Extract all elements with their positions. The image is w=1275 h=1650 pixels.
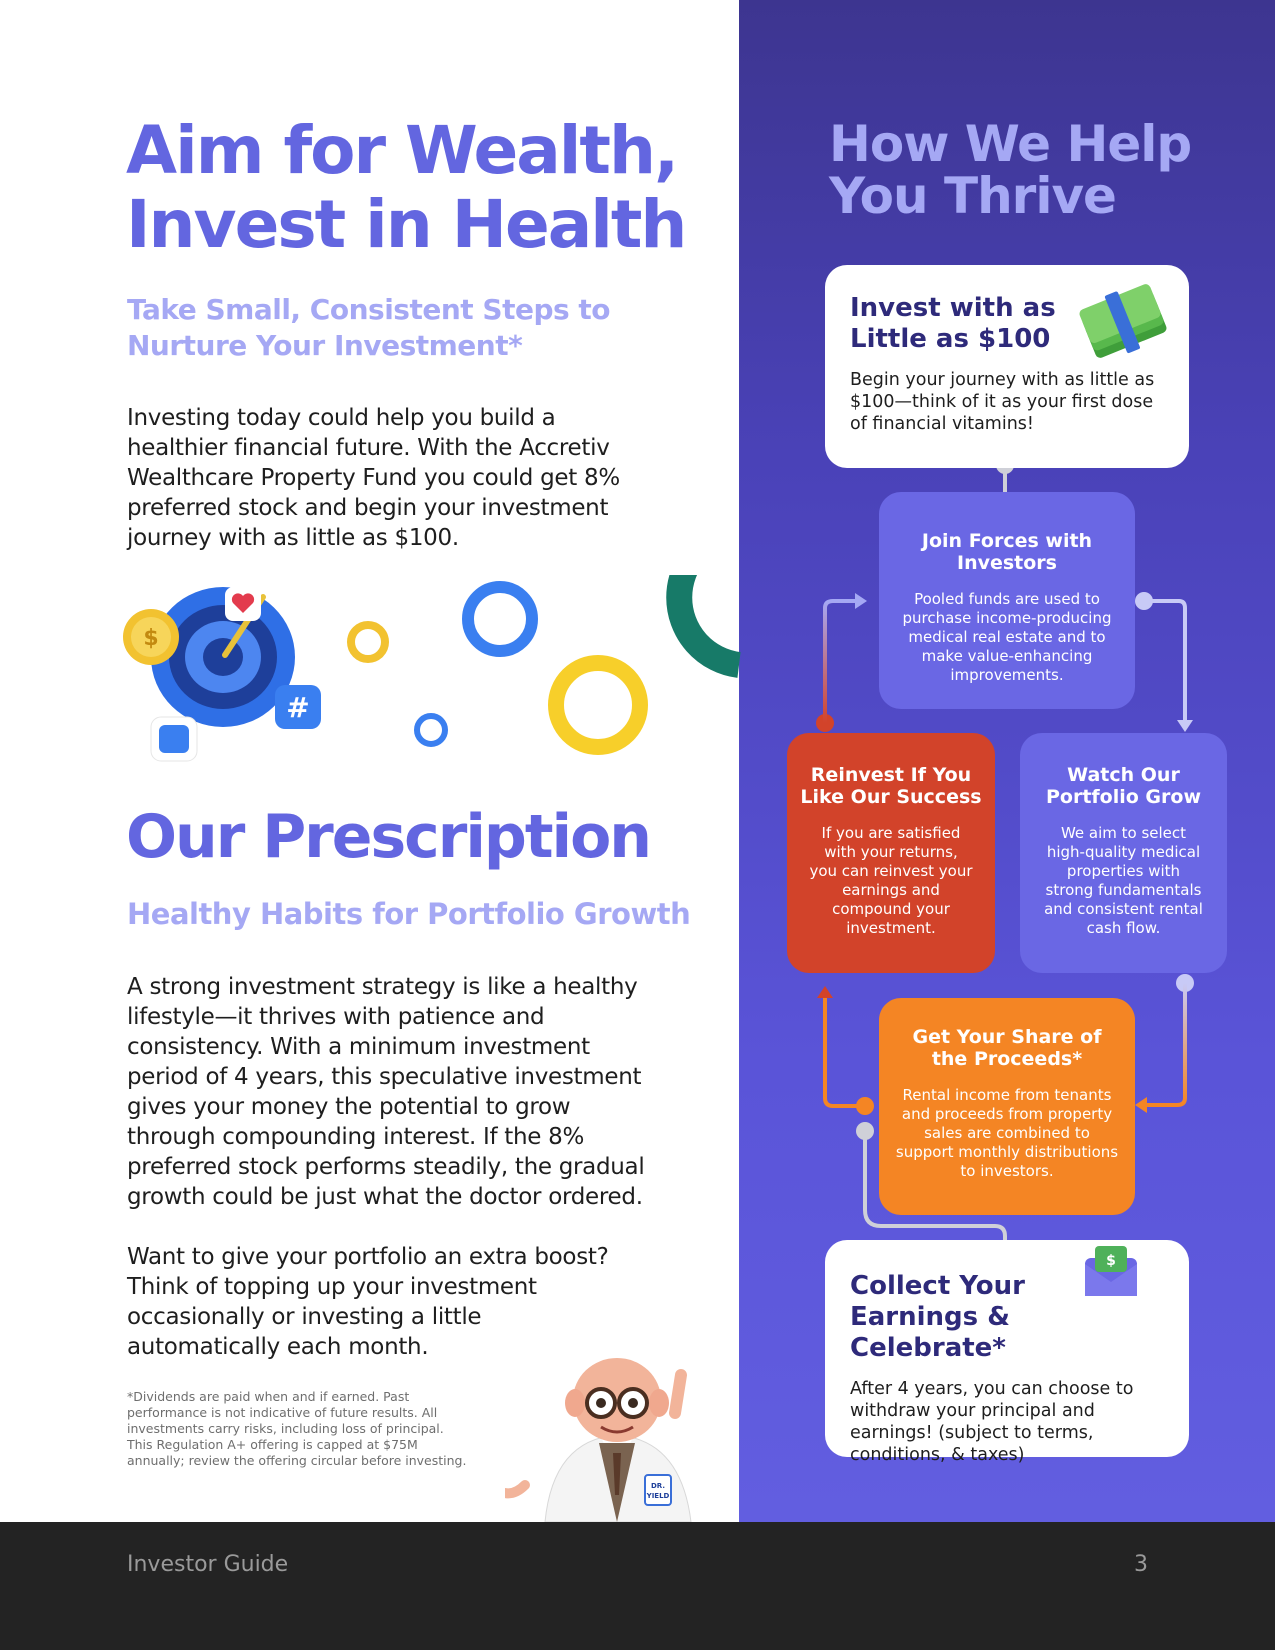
disclaimer [127, 1389, 507, 1469]
target-icon [151, 587, 295, 727]
text-line: preferred stock performs steadily, the gradual [127, 1154, 645, 1180]
title-line: Get Your Share of [912, 1026, 1102, 1048]
strategy-paragraph [127, 972, 644, 1212]
title-line: Portfolio Grow [1045, 786, 1201, 808]
step-card-invest [825, 265, 1189, 468]
text-line: compound your [832, 900, 950, 918]
dollar-coin-icon [123, 609, 179, 665]
cash-stack-icon [1077, 281, 1169, 361]
main-heading-line: Invest in Health [126, 186, 686, 263]
step-card-reinvest [787, 733, 995, 973]
text-line: automatically each month. [127, 1334, 429, 1360]
ring-shape [351, 625, 385, 659]
prescription-heading: Our Prescription [126, 802, 651, 872]
text-line: consistency. With a minimum investment [127, 1034, 590, 1060]
main-heading [126, 114, 685, 262]
text-line: support monthly distributions [895, 1143, 1119, 1161]
title-line: Collect Your [850, 1271, 1025, 1301]
disclaimer-line: performance is not indicative of future results. All [127, 1405, 438, 1420]
title-line: Little as $100 [850, 324, 1051, 354]
disclaimer-line: *Dividends are paid when and if earned. Past [127, 1389, 410, 1404]
text-line: you can reinvest your [809, 862, 973, 880]
intro-paragraph [127, 403, 620, 553]
footer-label: Investor Guide [127, 1552, 289, 1577]
text-line: properties with [1066, 862, 1181, 880]
text-line: preferred stock and begin your investment [127, 495, 609, 521]
text-line: earnings and [842, 881, 940, 899]
title-line: Watch Our [1067, 764, 1180, 786]
step-card-collect [825, 1240, 1189, 1465]
text-line: After 4 years, you can choose to [850, 1379, 1134, 1399]
text-line: growth could be just what the doctor ordered. [127, 1184, 643, 1210]
title-line: Like Our Success [800, 786, 982, 808]
text-line: period of 4 years, this speculative investment [127, 1064, 642, 1090]
title-line: Join Forces with [921, 530, 1093, 552]
main-heading-line: Aim for Wealth, [126, 112, 678, 189]
text-line: $100—think of it as your first dose [850, 392, 1154, 412]
step-card-join-forces [879, 492, 1135, 709]
title-line: Invest with as [850, 293, 1056, 323]
step-text [889, 590, 1125, 685]
text-line: healthier financial future. With the Accretiv [127, 435, 610, 461]
text-line: gives your money the potential to grow [127, 1094, 571, 1120]
badge-text: DR. [651, 1482, 665, 1490]
decorative-illustration [115, 575, 745, 775]
badge-text: YIELD [646, 1492, 670, 1500]
disclaimer-line: This Regulation A+ offering is capped at $75M [127, 1437, 418, 1452]
disclaimer-line: investments carry risks, including loss of principal. [127, 1421, 444, 1436]
step-title [1028, 764, 1219, 808]
step-title [889, 1026, 1125, 1070]
sub-heading [127, 292, 610, 364]
text-line: purchase income-producing [902, 609, 1112, 627]
step-text [850, 1378, 1169, 1466]
text-line: journey with as little as $100. [127, 525, 459, 551]
text-line: We aim to select [1060, 824, 1187, 842]
boost-paragraph [127, 1242, 609, 1362]
step-text [795, 824, 987, 938]
sub-heading-line: Take Small, Consistent Steps to [127, 293, 611, 326]
text-line: earnings! (subject to terms, [850, 1423, 1094, 1443]
text-line: lifestyle—it thrives with patience and [127, 1004, 545, 1030]
ring-shape [417, 716, 445, 744]
svg-text:#: # [286, 691, 310, 724]
text-line: make value-enhancing [921, 647, 1093, 665]
disclaimer-line: annually; review the offering circular before investing. [127, 1453, 467, 1468]
text-line: Think of topping up your investment [127, 1274, 537, 1300]
text-line: and proceeds from property [901, 1105, 1113, 1123]
step-text [889, 1086, 1125, 1181]
step-card-proceeds [879, 998, 1135, 1215]
title-line: Investors [957, 552, 1057, 574]
text-line: occasionally or investing a little [127, 1304, 482, 1330]
ring-shape [556, 663, 640, 747]
ring-shape [468, 587, 532, 651]
text-line: through compounding interest. If the 8% [127, 1124, 585, 1150]
prescription-subheading: Healthy Habits for Portfolio Growth [127, 897, 691, 931]
text-line: and consistent rental [1044, 900, 1203, 918]
text-line: with your returns, [824, 843, 958, 861]
text-line: withdraw your principal and [850, 1401, 1095, 1421]
text-line: Pooled funds are used to [914, 590, 1100, 608]
sub-heading-line: Nurture Your Investment* [127, 329, 523, 362]
dollar-sign: $ [1106, 1253, 1116, 1269]
svg-text:$: $ [143, 626, 159, 651]
text-line: to investors. [960, 1162, 1054, 1180]
title-line: Earnings & Celebrate* [850, 1302, 1010, 1363]
title-line: Reinvest If You [810, 764, 972, 786]
text-line: high-quality medical [1046, 843, 1201, 861]
text-line: sales are combined to [924, 1124, 1090, 1142]
page-number: 3 [1134, 1552, 1148, 1577]
text-line: Rental income from tenants [902, 1086, 1112, 1104]
text-line: Investing today could help you build a [127, 405, 556, 431]
text-line: strong fundamentals [1045, 881, 1202, 899]
thumbs-up-icon [151, 717, 197, 761]
heading-line: How We Help [829, 115, 1192, 173]
step-text [1028, 824, 1219, 938]
footer-bar [0, 1522, 1275, 1650]
text-line: Begin your journey with as little as [850, 370, 1155, 390]
step-title [795, 764, 987, 808]
text-line: cash flow. [1086, 919, 1161, 937]
hashtag-icon [275, 685, 321, 729]
doctor-mascot-illustration [505, 1345, 725, 1522]
money-envelope-icon [1081, 1244, 1141, 1300]
step-title [889, 530, 1125, 574]
step-text [850, 369, 1165, 435]
text-line: improvements. [950, 666, 1064, 684]
text-line: investment. [846, 919, 936, 937]
ring-shape [679, 575, 739, 665]
step-card-watch-grow [1020, 733, 1227, 973]
title-line: the Proceeds* [931, 1048, 1083, 1070]
text-line: of financial vitamins! [850, 414, 1034, 434]
text-line: If you are satisfied [821, 824, 961, 842]
text-line: medical real estate and to [908, 628, 1106, 646]
text-line: A strong investment strategy is like a healthy [127, 974, 638, 1000]
text-line: conditions, & taxes) [850, 1445, 1025, 1465]
heading-line: You Thrive [829, 167, 1116, 225]
text-line: Wealthcare Property Fund you could get 8% [127, 465, 620, 491]
text-line: Want to give your portfolio an extra boost? [127, 1244, 609, 1270]
